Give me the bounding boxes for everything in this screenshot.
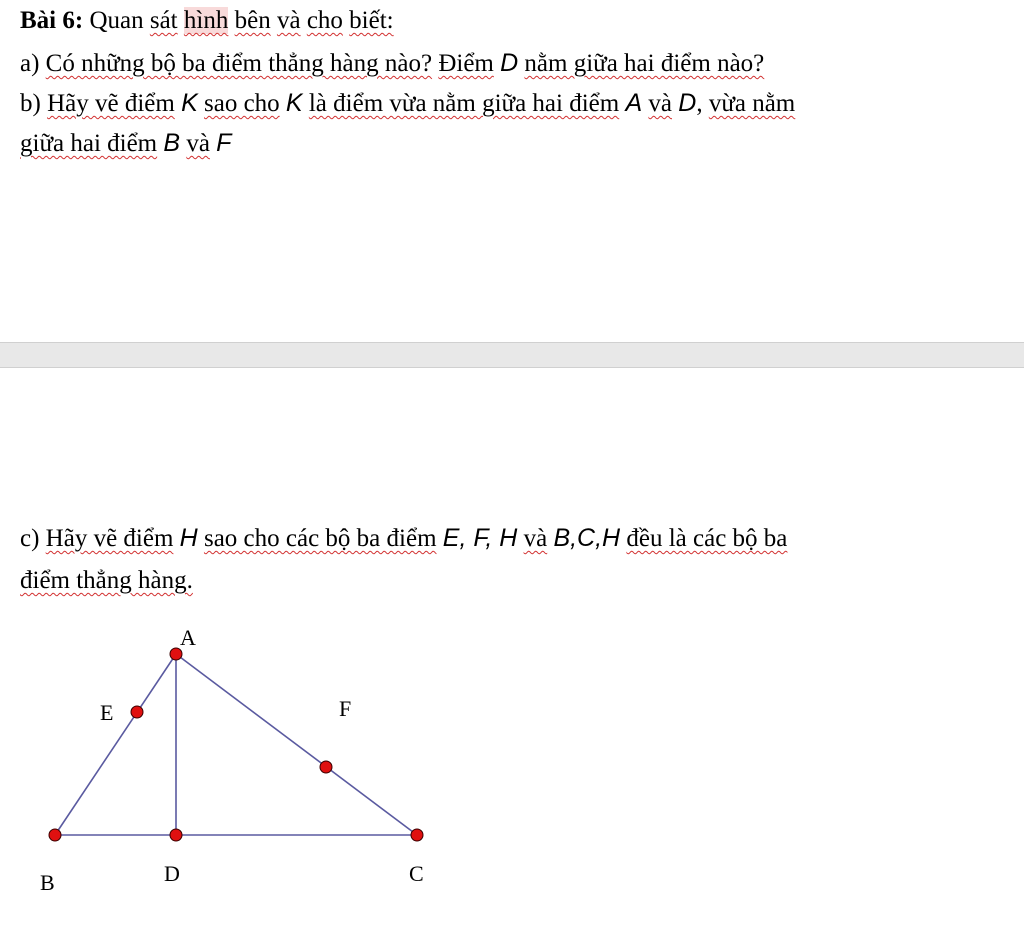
label-e: E [100, 700, 114, 725]
part-b-text: vừa nằm [708, 90, 796, 117]
exercise-title: Bài 6: [20, 7, 84, 34]
point-d [170, 829, 182, 841]
label-d: D [164, 861, 180, 886]
part-a-question-2: nằm giữa hai điểm nào? [524, 50, 765, 77]
triple-bch: B,C,H [553, 524, 621, 552]
part-b-text: giữa hai điểm [20, 130, 158, 157]
intro-word: biết: [349, 7, 394, 34]
segment-ab [55, 654, 176, 835]
segment-ac [176, 654, 417, 835]
part-b-prefix: b) [20, 90, 41, 117]
intro-word: Quan [89, 7, 144, 34]
point-f [320, 761, 332, 773]
part-b-text: Hãy vẽ điểm [47, 90, 175, 117]
part-c-text: điểm thẳng hàng. [20, 567, 193, 594]
intro-word: bên [234, 7, 271, 34]
part-c-text: đều là các bộ ba [626, 525, 788, 552]
triple-efh: E, F, H [442, 524, 518, 552]
point-d-symbol: D [500, 49, 519, 77]
point-k-symbol: K [285, 89, 303, 117]
part-b-text: và [648, 90, 672, 117]
part-a-prefix: a) [20, 50, 40, 77]
part-c-text: sao cho các bộ ba điểm [203, 525, 437, 552]
figure-points [49, 648, 423, 841]
part-b-text: sao cho [204, 90, 280, 117]
label-c: C [409, 861, 424, 886]
part-b-text: và [186, 130, 210, 157]
point-a-symbol: A [625, 89, 643, 117]
label-b: B [40, 870, 55, 895]
part-a-word: Điểm [438, 50, 494, 77]
intro-word: sát [149, 7, 178, 34]
point-f-symbol: F [216, 129, 232, 157]
figure-segments [55, 654, 417, 835]
part-a-question: Có những bộ ba điểm thẳng hàng nào? [45, 50, 433, 77]
part-b-text: là điểm vừa nằm giữa hai điểm [308, 90, 620, 117]
part-c-prefix: c) [20, 525, 40, 552]
part-b-comma: , [696, 90, 703, 117]
label-f: F [339, 696, 352, 721]
intro-word: hình [183, 7, 229, 34]
label-a: A [180, 625, 196, 650]
intro-word: cho [306, 7, 343, 34]
point-d-symbol: D [678, 89, 697, 117]
point-k-symbol: K [181, 89, 198, 117]
point-b-symbol: B [163, 129, 181, 157]
point-b [49, 829, 61, 841]
part-c-text: Hãy vẽ điểm [45, 525, 174, 552]
point-c [411, 829, 423, 841]
point-e [131, 706, 143, 718]
part-c-text: và [523, 525, 548, 552]
intro-word: và [276, 7, 301, 34]
point-h-symbol: H [179, 524, 198, 552]
